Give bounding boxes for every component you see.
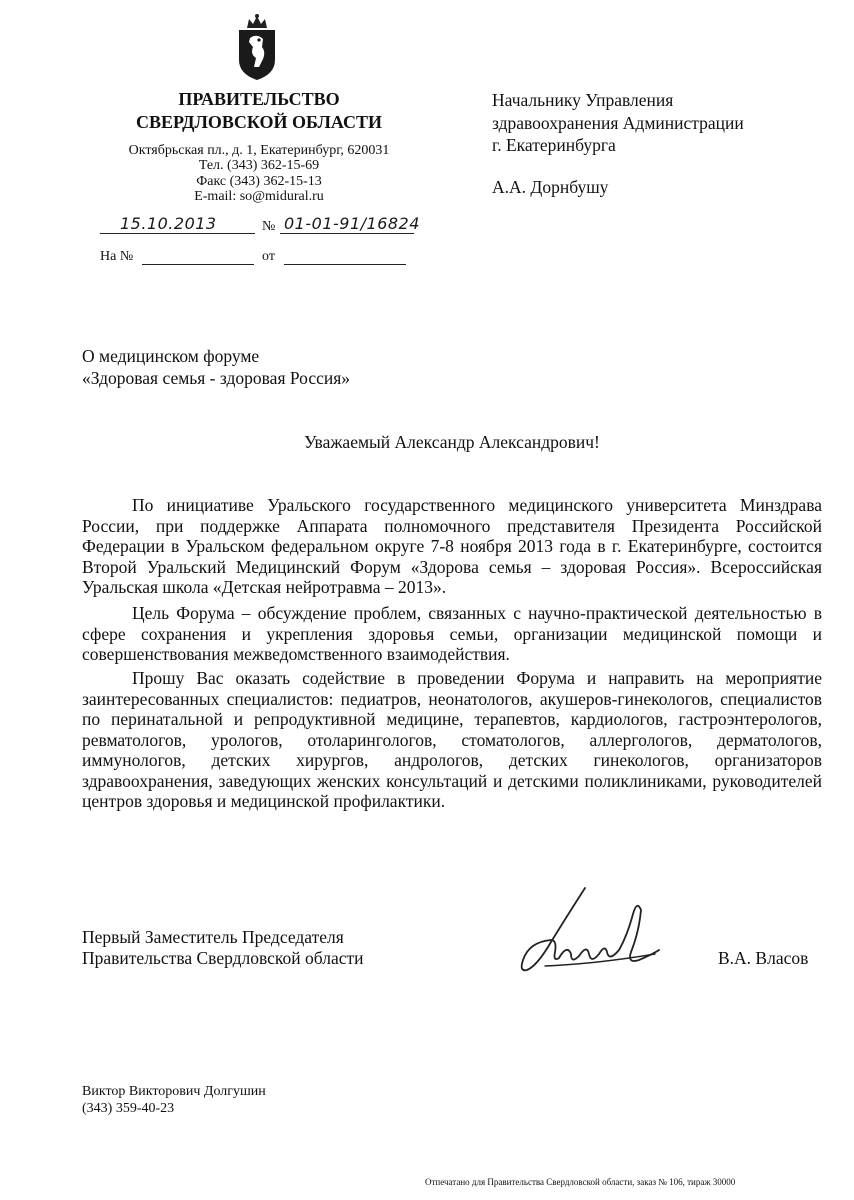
org-fax: Факс (343) 362-15-13 (196, 174, 322, 189)
org-email: E-mail: so@midural.ru (194, 189, 324, 204)
recipient-name: А.А. Дорнбушу (492, 177, 609, 197)
recipient-line2: здравоохранения Администрации (492, 113, 744, 133)
handwritten-signature (515, 880, 675, 980)
org-name-line2: СВЕРДЛОВСКОЙ ОБЛАСТИ (136, 112, 382, 132)
reply-label: На № (100, 249, 134, 264)
number-label: № (262, 219, 276, 234)
registration-number: 01-01-91/16824 (284, 214, 420, 233)
org-address: Октябрьская пл., д. 1, Екатеринбург, 620031 (128, 143, 390, 158)
paragraph-3: Прошу Вас оказать содействие в проведении Форума и направить на мероприятие заинтересованных специалистов: педиатров, неонатологов, акушеров-гинекологов, специалистов по перинатальной и репродуктивной медицине, терапевтов, кардиологов, гастроэнтерологов, ревматологов, урологов, отоларингологов, стоматологов, аллергологов, дерматологов, иммунологов, детских хирургов, андрологов, детских гинекологов, организаторов здравоохранения, заведующих женских консультаций и детскими поликлиниками, руководителей центров здоровья и медицинской профилактики. (82, 668, 822, 811)
number-underline (280, 233, 414, 234)
org-name-line1: ПРАВИТЕЛЬСТВО (178, 89, 340, 109)
signer-name: В.А. Власов (718, 948, 809, 968)
subject-line1: О медицинском форуме (82, 346, 260, 366)
salutation: Уважаемый Александр Александрович! (304, 432, 600, 452)
reply-number-line (142, 264, 254, 265)
executor-phone: (343) 359-40-23 (82, 1101, 175, 1116)
registration-date: 15.10.2013 (120, 214, 217, 233)
paragraph-1: По инициативе Уральского государственного медицинского университета Минздрава России, при поддержке Аппарата полномочного представителя Президента Российской Федерации в Уральском федеральном округе 7-8 ноября 2013 года в г. Екатеринбурге, состоится Второй Уральский Медицинский Форум «Здорова семья – здоровая Россия». Всероссийская Уральская школа «Детская нейротравма – 2013». (82, 495, 822, 597)
executor-name: Виктор Викторович Долгушин (82, 1084, 266, 1099)
subject-line2: «Здоровая семья - здоровая Россия» (82, 368, 351, 388)
paragraph-2: Цель Форума – обсуждение проблем, связанных с научно-практической деятельностью в сфере сохранения и укрепления здоровья семьи, организации медицинской помощи и совершенствования межведомственного взаимодействия. (82, 603, 822, 664)
date-underline (100, 233, 255, 234)
from-label: от (262, 249, 275, 264)
signer-position-line2: Правительства Свердловской области (82, 948, 364, 968)
signer-position-line1: Первый Заместитель Председателя (82, 927, 344, 947)
print-footer: Отпечатано для Правительства Свердловской области, заказ № 106, тираж 30000 (425, 1177, 736, 1187)
coat-of-arms-icon (233, 12, 281, 82)
recipient-line1: Начальнику Управления (492, 90, 674, 110)
reply-date-line (284, 264, 406, 265)
org-phone: Тел. (343) 362-15-69 (198, 158, 320, 173)
recipient-line3: г. Екатеринбурга (492, 135, 616, 155)
